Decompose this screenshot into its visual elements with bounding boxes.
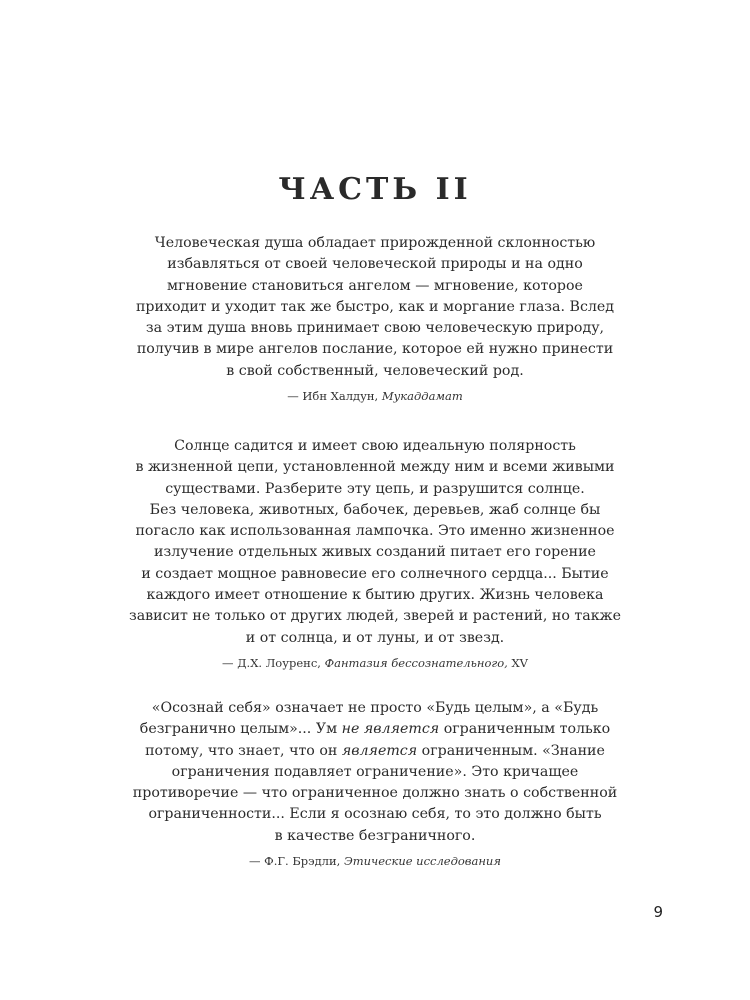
attribution-work: Этические исследования xyxy=(343,854,501,869)
epigraph-bradley xyxy=(115,698,635,869)
page-number: 9 xyxy=(653,903,663,921)
epigraph-line: «Осознай себя» означает не просто «Будь целым», а «Будь xyxy=(151,700,599,716)
epigraph-line: и от солнца, и от луны, и от звезд. xyxy=(245,629,505,646)
attribution-work: Фантазия бессознательного, xyxy=(324,655,508,670)
epigraph-line: и создает мощное равновесие его солнечного сердца... Бытие xyxy=(141,565,609,582)
attribution-author: — Ибн Халдун, xyxy=(287,389,379,404)
epigraph-line: избавляться от своей человеческой природы и на одно xyxy=(167,256,583,273)
emphasis-text: не является xyxy=(341,721,440,738)
epigraph-line: в качестве безграничного. xyxy=(274,827,476,844)
epigraph-line: ограничения подавляет ограничение». Это кричащее xyxy=(171,763,579,780)
epigraph-line: существами. Разберите эту цепь, и разрушится солнце. xyxy=(165,480,585,497)
epigraph-line: Солнце садится и имеет свою идеальную полярность xyxy=(174,438,576,454)
epigraph-line: каждого имеет отношение к бытию других. Жизнь человека xyxy=(146,587,604,604)
attribution-suffix: XV xyxy=(511,655,528,670)
epigraph-line: в жизненной цепи, установленной между ним и всеми живыми xyxy=(135,459,615,476)
epigraph-line xyxy=(115,741,635,762)
emphasis-text: является xyxy=(341,742,418,759)
part-title: ЧАСТЬ II xyxy=(278,172,472,207)
epigraph-line: излучение отдельных живых созданий питает его горение xyxy=(154,544,596,561)
epigraph-line: за этим душа вновь принимает свою человеческую природу, xyxy=(145,320,605,337)
epigraph-line: приходит и уходит так же быстро, как и моргание глаза. Вслед xyxy=(135,298,615,315)
epigraph-line: Без человека, животных, бабочек, деревьев, жаб солнце бы xyxy=(149,501,601,518)
epigraph-attribution xyxy=(115,388,635,404)
epigraph-attribution xyxy=(115,655,635,671)
epigraph-line: в свой собственный, человеческий род. xyxy=(226,362,524,379)
epigraph-line: погасло как использованная лампочка. Это именно жизненное xyxy=(135,523,615,540)
epigraph-line: Человеческая душа обладает прирожденной склонностью xyxy=(154,235,596,251)
epigraph-attribution xyxy=(115,853,635,869)
attribution-author: — Ф.Г. Брэдли, xyxy=(249,854,341,869)
attribution-work: Мукаддамат xyxy=(381,389,463,404)
epigraph-ibn-khaldun xyxy=(115,233,635,404)
epigraph-line: мгновение становиться ангелом — мгновение, которое xyxy=(167,277,583,294)
epigraph-line xyxy=(115,719,635,740)
epigraph-lawrence xyxy=(115,436,635,671)
line-text: безгранично целым»... Ум xyxy=(139,721,338,738)
line-text: ограниченным только xyxy=(443,721,611,738)
epigraph-line: получив в мире ангелов послание, которое ей нужно принести xyxy=(136,341,614,358)
epigraph-line: зависит не только от других людей, зверей и растений, но также xyxy=(128,608,622,625)
line-text: потому, что знает, что он xyxy=(145,742,338,759)
line-text: ограниченным. «Знание xyxy=(421,742,605,759)
epigraph-line: противоречие — что ограниченное должно знать о собственной xyxy=(132,785,618,802)
epigraph-line: ограниченности... Если я осознаю себя, то это должно быть xyxy=(148,806,602,823)
attribution-author: — Д.Х. Лоуренс, xyxy=(222,655,321,670)
